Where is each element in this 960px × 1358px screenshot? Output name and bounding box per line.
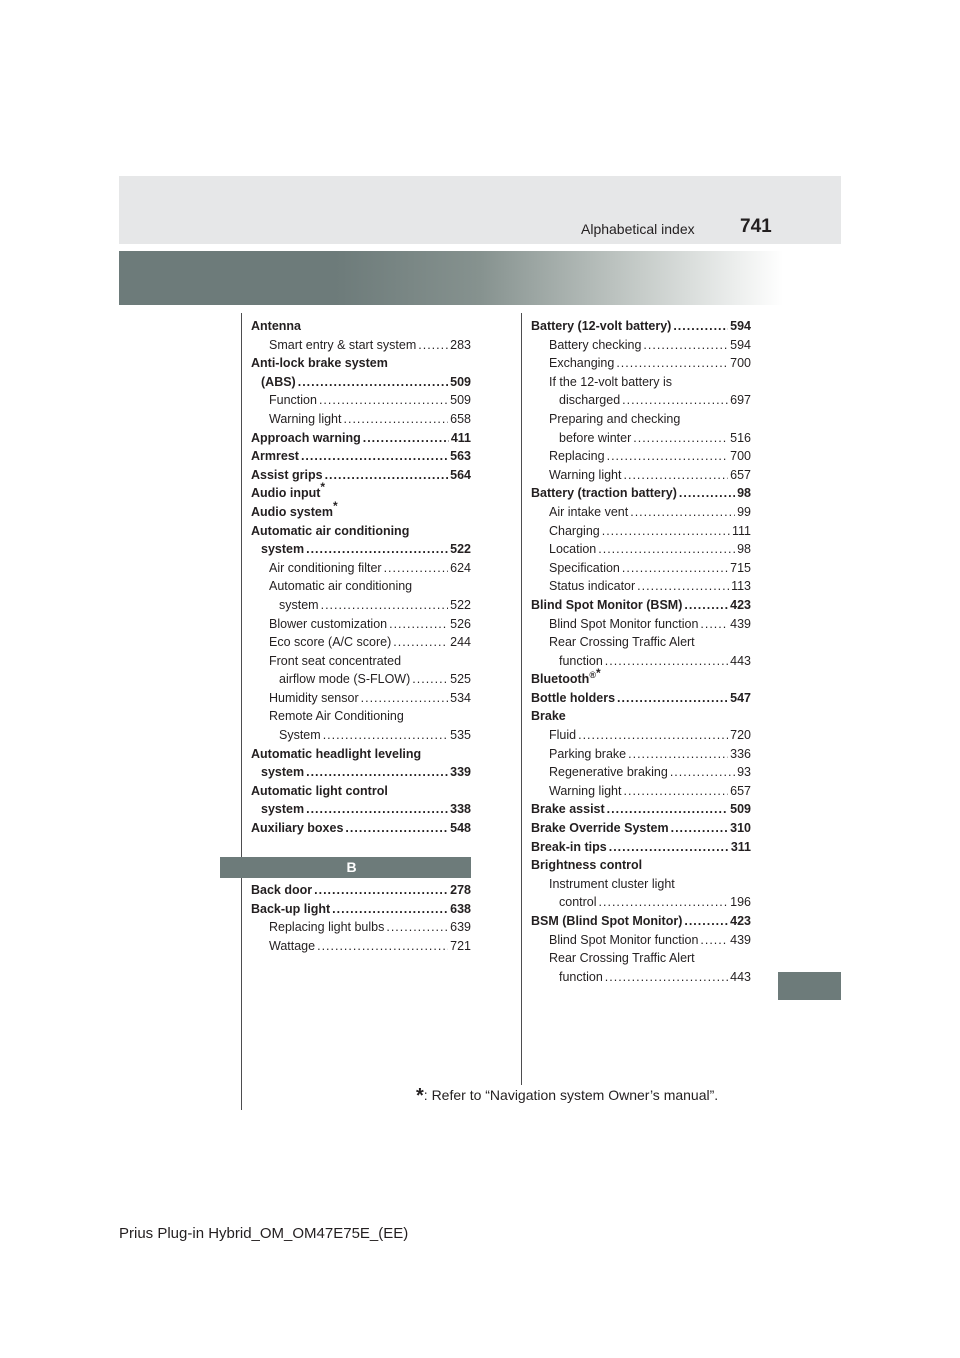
dot-leader — [317, 937, 448, 956]
dot-leader — [630, 503, 735, 522]
index-entry-term: function — [559, 969, 603, 984]
index-entry-term: Function — [269, 393, 317, 408]
index-entry-term: Exchanging — [549, 356, 615, 371]
index-entry-term: System — [279, 728, 321, 743]
index-entry — [251, 689, 471, 708]
index-entry-term: Battery (traction battery) — [531, 486, 677, 501]
index-entry-term: BSM (Blind Spot Monitor) — [531, 914, 683, 928]
footnote-marker: * — [595, 666, 601, 681]
footnote — [416, 1085, 718, 1108]
index-entry-page: 657 — [730, 783, 751, 798]
index-entry-term: Air conditioning filter — [269, 560, 382, 575]
index-entry-term: Approach warning — [251, 430, 361, 445]
index-entry-term: control — [559, 895, 597, 910]
index-entry — [531, 577, 751, 596]
footnote-star: * — [416, 1085, 424, 1107]
index-entry-page: 658 — [450, 411, 471, 426]
index-entry-term: Brake — [531, 709, 566, 724]
dot-leader — [605, 968, 728, 987]
index-entry — [531, 633, 751, 652]
index-entry — [251, 466, 471, 485]
dot-leader — [325, 466, 449, 485]
index-entry — [531, 503, 751, 522]
dot-leader — [306, 763, 448, 782]
index-entry — [531, 931, 751, 950]
footnote-text: : Refer to “Navigation system Owner’s manual”. — [423, 1087, 719, 1103]
index-entry — [251, 447, 471, 466]
index-entry-term: Bluetooth — [531, 672, 590, 687]
index-entry — [531, 615, 751, 634]
index-entry — [251, 354, 471, 373]
index-entry — [251, 577, 471, 596]
index-entry — [531, 391, 751, 410]
index-entry-page: 111 — [731, 523, 751, 538]
index-entry-term: before winter — [559, 430, 632, 445]
index-entry-page: 339 — [450, 765, 471, 780]
index-entry — [531, 336, 751, 355]
index-entry — [251, 480, 471, 503]
index-entry — [531, 410, 751, 429]
index-entry-page: 509 — [450, 393, 471, 408]
dot-leader — [673, 317, 728, 336]
index-entry — [531, 819, 751, 838]
index-entry — [531, 800, 751, 819]
index-entry — [251, 881, 471, 900]
index-entry-page: 443 — [730, 653, 751, 668]
index-entry-term: (ABS) — [261, 374, 296, 389]
index-entry-term: Brake assist — [531, 802, 605, 817]
section-header-b: B — [220, 857, 471, 878]
index-entry-term: Back-up light — [251, 901, 331, 916]
index-column-left — [251, 317, 471, 838]
index-entry — [251, 336, 471, 355]
index-entry — [531, 782, 751, 801]
index-entry-term: Antenna — [251, 319, 301, 333]
index-entry-term: Anti-lock brake system — [251, 356, 388, 371]
index-entry — [531, 559, 751, 578]
index-entry-term: Regenerative braking — [549, 765, 668, 780]
index-entry-term: Remote Air Conditioning — [269, 709, 404, 724]
index-entry — [531, 484, 751, 503]
index-entry-page: 244 — [450, 635, 471, 650]
index-entry — [531, 893, 751, 912]
index-entry-page: 311 — [730, 839, 751, 854]
dot-leader — [345, 819, 448, 838]
dot-leader — [306, 540, 448, 559]
index-entry-term: Fluid — [549, 728, 577, 743]
index-entry — [251, 429, 471, 448]
index-entry-term: Blower customization — [269, 616, 388, 631]
dot-leader — [607, 800, 728, 819]
index-entry-page: 526 — [450, 616, 471, 631]
index-entry-term: Location — [549, 542, 597, 557]
index-entry-page: 423 — [730, 597, 751, 612]
index-entry — [531, 856, 751, 875]
dot-leader — [314, 881, 448, 900]
dot-leader — [684, 596, 728, 615]
dot-leader — [386, 918, 448, 937]
dot-leader — [384, 559, 449, 578]
index-entry-term: Blind Spot Monitor function — [549, 932, 699, 947]
index-entry-page: 439 — [730, 616, 751, 631]
index-entry-page: 283 — [450, 337, 471, 352]
index-entry — [251, 559, 471, 578]
dot-leader — [609, 838, 729, 857]
index-entry — [251, 918, 471, 937]
index-entry-term: Wattage — [269, 938, 316, 953]
index-entry — [531, 726, 751, 745]
index-entry-page: 721 — [450, 938, 471, 953]
dot-leader — [622, 391, 728, 410]
index-entry — [251, 900, 471, 919]
index-entry — [251, 819, 471, 838]
index-column-left-b — [251, 881, 471, 955]
index-entry-page: 525 — [450, 672, 471, 687]
index-entry-page: 548 — [450, 821, 471, 836]
dot-leader — [301, 447, 448, 466]
header-band — [119, 176, 841, 244]
index-entry-page: 99 — [737, 504, 751, 519]
index-entry — [251, 596, 471, 615]
index-entry-page: 547 — [730, 690, 751, 705]
index-entry-term: Instrument cluster light — [549, 876, 675, 891]
index-entry-term: Air intake vent — [549, 504, 629, 519]
index-entry-term: Front seat concentrated — [269, 653, 402, 668]
dot-leader — [344, 410, 449, 429]
index-entry — [531, 652, 751, 671]
index-entry-page: 638 — [450, 901, 471, 916]
dot-leader — [332, 900, 448, 919]
chapter-tab — [778, 972, 841, 1000]
index-entry-term: If the 12-volt battery is — [549, 374, 672, 389]
index-entry-term: Preparing and checking — [549, 411, 681, 426]
index-entry-page: 700 — [730, 449, 751, 464]
index-entry-page: 98 — [737, 486, 751, 501]
index-entry-page: 657 — [730, 467, 751, 482]
index-entry-page: 522 — [450, 542, 471, 557]
index-entry-page: 411 — [450, 430, 471, 445]
index-entry — [251, 707, 471, 726]
column-divider-left — [241, 313, 242, 1110]
index-entry-page: 338 — [450, 802, 471, 817]
index-entry — [251, 726, 471, 745]
gradient-banner — [119, 251, 841, 305]
index-entry-term: Specification — [549, 560, 620, 575]
index-entry-page: 196 — [730, 895, 751, 910]
index-entry-term: Back door — [251, 883, 313, 897]
document-footer: Prius Plug-in Hybrid_OM_OM47E75E_(EE) — [119, 1225, 409, 1242]
index-entry-term: Parking brake — [549, 746, 627, 761]
index-entry — [531, 763, 751, 782]
index-entry-term: Rear Crossing Traffic Alert — [549, 635, 695, 650]
page-title: Alphabetical index — [581, 221, 695, 237]
index-entry — [531, 317, 751, 336]
index-entry — [251, 652, 471, 671]
index-entry-page: 720 — [730, 728, 751, 743]
index-entry — [251, 498, 471, 522]
index-entry — [251, 782, 471, 801]
dot-leader — [684, 912, 728, 931]
index-entry-term: Armrest — [251, 449, 299, 464]
dot-leader — [643, 336, 728, 355]
index-entry — [531, 745, 751, 764]
dot-leader — [323, 726, 448, 745]
index-entry-page: 564 — [450, 467, 471, 482]
index-entry — [251, 615, 471, 634]
index-entry-term: Audio system — [251, 504, 333, 519]
index-entry-page: 516 — [730, 430, 751, 445]
index-entry-page: 715 — [730, 560, 751, 575]
index-entry-term: Warning light — [549, 783, 622, 798]
index-entry — [531, 447, 751, 466]
dot-leader — [622, 559, 728, 578]
dot-leader — [389, 615, 448, 634]
index-entry — [531, 949, 751, 968]
index-entry — [531, 466, 751, 485]
index-entry-term: Audio input — [251, 486, 321, 501]
dot-leader — [298, 373, 448, 392]
index-entry-term: Blind Spot Monitor function — [549, 616, 699, 631]
dot-leader — [624, 782, 729, 801]
dot-leader — [633, 429, 728, 448]
index-entry-page: 113 — [731, 579, 751, 594]
index-entry-term: Status indicator — [549, 579, 636, 594]
index-entry-term: Automatic air conditioning — [251, 523, 410, 538]
index-entry-term: Smart entry & start system — [269, 337, 417, 352]
dot-leader — [700, 615, 728, 634]
index-entry — [251, 391, 471, 410]
index-entry-page: 509 — [730, 802, 751, 817]
index-entry — [531, 596, 751, 615]
index-entry — [531, 838, 751, 857]
index-entry — [531, 707, 751, 726]
column-divider-middle — [521, 313, 522, 1085]
index-entry-term: Humidity sensor — [269, 690, 359, 705]
index-entry — [251, 540, 471, 559]
index-entry-term: system — [261, 765, 305, 780]
dot-leader — [671, 819, 729, 838]
dot-leader — [624, 466, 729, 485]
index-entry — [251, 937, 471, 956]
dot-leader — [306, 800, 448, 819]
dot-leader — [670, 763, 735, 782]
index-entry-page: 93 — [737, 765, 751, 780]
index-entry-page: 639 — [450, 920, 471, 935]
index-entry-term: Automatic headlight leveling — [251, 746, 422, 761]
index-entry-page: 439 — [730, 932, 751, 947]
index-entry-term: Brightness control — [531, 858, 643, 873]
dot-leader — [616, 354, 728, 373]
index-entry-term: Break-in tips — [531, 839, 607, 854]
index-entry-term: Blind Spot Monitor (BSM) — [531, 597, 683, 612]
dot-leader — [578, 726, 728, 745]
index-entry-term: system — [261, 802, 305, 817]
dot-leader — [321, 596, 449, 615]
index-entry-page: 594 — [730, 319, 751, 333]
dot-leader — [393, 633, 448, 652]
index-entry — [531, 875, 751, 894]
index-entry-term: Assist grips — [251, 467, 323, 482]
index-entry-term: Replacing light bulbs — [269, 920, 385, 935]
index-entry-term: system — [261, 542, 305, 557]
footnote-marker: * — [320, 480, 326, 495]
index-entry-term: Charging — [549, 523, 600, 538]
index-entry — [531, 666, 751, 689]
index-entry — [251, 522, 471, 541]
index-entry — [251, 745, 471, 764]
index-entry-term: Rear Crossing Traffic Alert — [549, 951, 695, 966]
index-entry-term: Warning light — [549, 467, 622, 482]
index-entry-page: 310 — [730, 821, 751, 836]
page-number: 741 — [740, 216, 772, 237]
index-entry-page: 423 — [730, 914, 751, 928]
index-entry-term: Battery (12-volt battery) — [531, 319, 672, 333]
index-entry-page: 700 — [730, 356, 751, 371]
dot-leader — [628, 745, 728, 764]
index-entry-page: 509 — [450, 374, 471, 389]
index-entry-term: Bottle holders — [531, 690, 616, 705]
index-entry-page: 624 — [450, 560, 471, 575]
dot-leader — [598, 540, 735, 559]
dot-leader — [607, 447, 729, 466]
index-entry — [251, 317, 471, 336]
index-entry — [251, 373, 471, 392]
index-entry-term: Auxiliary boxes — [251, 821, 344, 836]
index-entry — [531, 540, 751, 559]
footnote-marker: * — [332, 498, 338, 513]
dot-leader — [617, 689, 728, 708]
index-entry-page: 336 — [730, 746, 751, 761]
index-entry — [531, 968, 751, 987]
index-entry — [251, 410, 471, 429]
index-entry-page: 563 — [450, 449, 471, 464]
index-entry-term: Automatic air conditioning — [269, 579, 413, 594]
index-entry-term: Automatic light control — [251, 783, 388, 798]
index-entry-page: 522 — [450, 597, 471, 612]
dot-leader — [361, 689, 449, 708]
index-entry — [531, 354, 751, 373]
dot-leader — [319, 391, 448, 410]
index-entry-term: Warning light — [269, 411, 342, 426]
index-entry — [531, 429, 751, 448]
index-entry — [531, 689, 751, 708]
index-entry — [531, 522, 751, 541]
dot-leader — [700, 931, 728, 950]
index-entry-term: Brake Override System — [531, 821, 669, 836]
dot-leader — [602, 522, 730, 541]
registered-mark: ® — [589, 670, 596, 681]
index-entry — [531, 912, 751, 931]
index-entry — [251, 670, 471, 689]
index-entry-page: 535 — [450, 728, 471, 743]
index-entry — [251, 763, 471, 782]
index-entry-page: 594 — [730, 337, 751, 352]
index-entry-page: 534 — [450, 690, 471, 705]
dot-leader — [637, 577, 729, 596]
dot-leader — [363, 429, 449, 448]
index-entry-page: 697 — [730, 393, 751, 408]
index-entry — [251, 633, 471, 652]
index-entry-term: Eco score (A/C score) — [269, 635, 392, 650]
index-column-right — [531, 317, 751, 986]
index-entry-page: 278 — [450, 883, 471, 897]
index-entry-term: Replacing — [549, 449, 605, 464]
dot-leader — [605, 652, 728, 671]
index-entry-page: 98 — [737, 542, 751, 557]
dot-leader — [418, 336, 448, 355]
dot-leader — [679, 484, 735, 503]
index-entry-term: Battery checking — [549, 337, 642, 352]
dot-leader — [599, 893, 729, 912]
index-entry-term: airflow mode (S-FLOW) — [279, 672, 411, 687]
index-entry-term: system — [279, 597, 319, 612]
index-entry-term: function — [559, 653, 603, 668]
index-entry — [251, 800, 471, 819]
index-entry — [531, 373, 751, 392]
index-entry-term: discharged — [559, 393, 621, 408]
index-entry-page: 443 — [730, 969, 751, 984]
dot-leader — [412, 670, 448, 689]
